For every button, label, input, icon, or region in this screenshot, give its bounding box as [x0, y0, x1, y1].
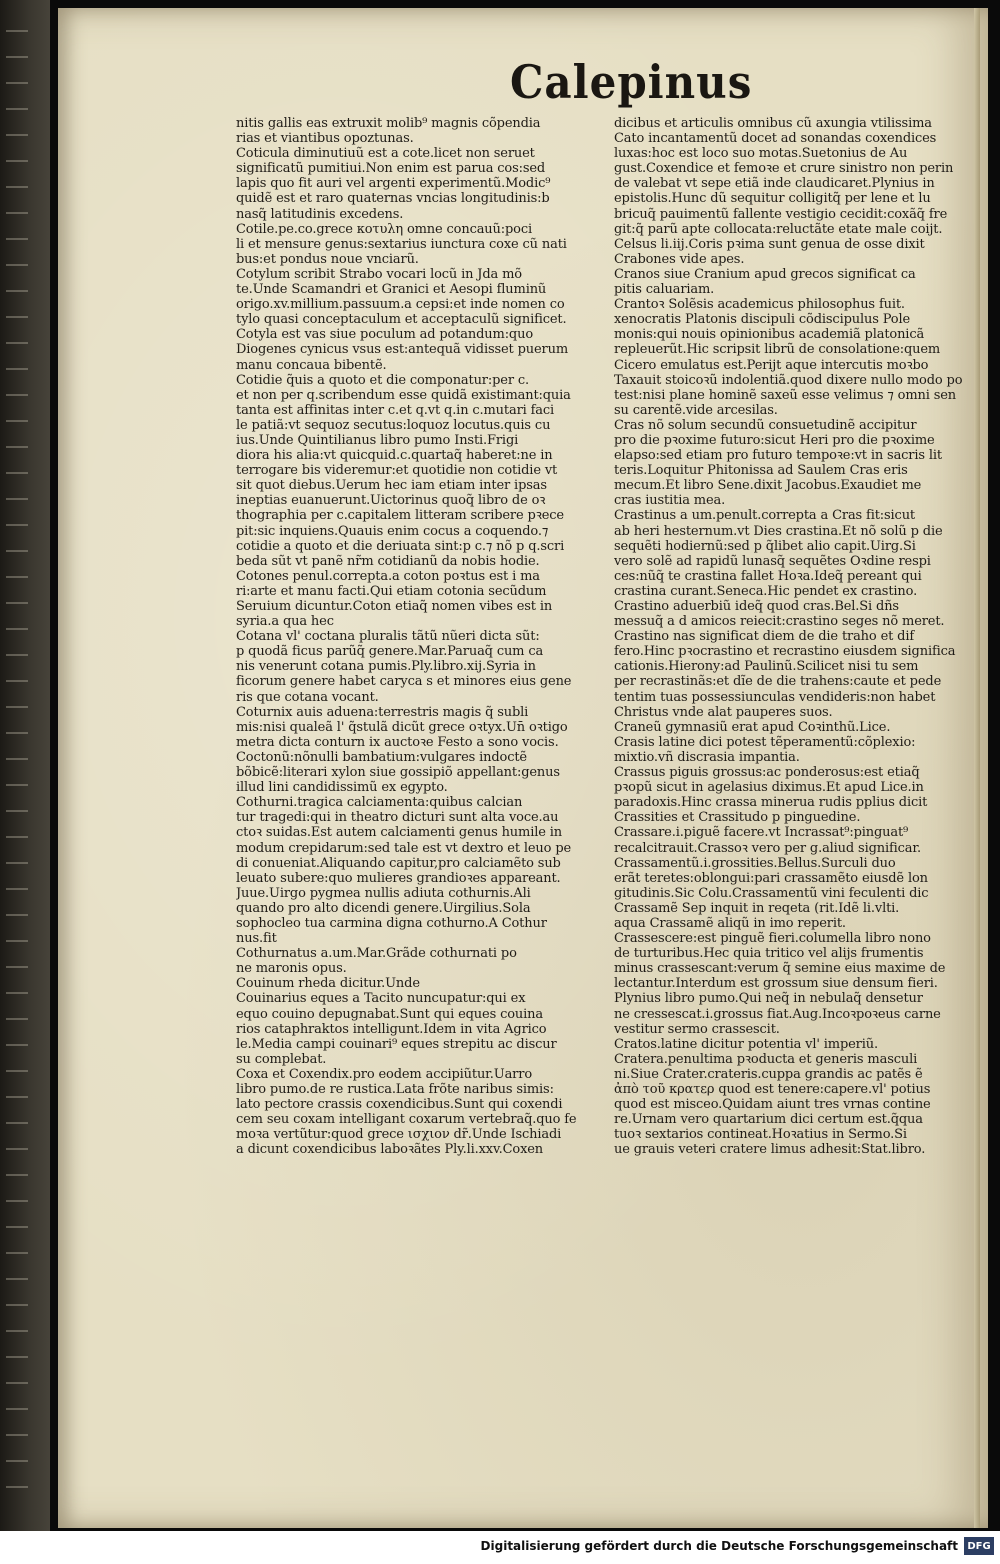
text-line: a dicunt coxendicibus laboꝛãtes Ply.li.xxv.Coxen — [236, 1142, 544, 1158]
text-line: ius.Unde Quintilianus libro pumo Insti.Frigi — [236, 432, 519, 448]
text-line: Cothurni.tragica calciamenta:quibus calcian — [236, 795, 523, 811]
text-line: re.Urnam vero quartarium dici certum est.q̃qua — [614, 1112, 923, 1128]
text-line: Crassus piguis grossus:ac ponderosus:est etiaq̃ — [614, 765, 920, 781]
text-line: repleuerũt.Hic scripsit librũ de consolatione:quem — [614, 342, 941, 358]
text-line: ri:arte et manu facti.Qui etiam cotonia secũdum — [236, 583, 547, 599]
text-line: monis:qui nouis opinionibus academiã platonicã — [614, 327, 925, 343]
text-line: Crastinus a um.penult.correpta a Cras fit:sicut — [614, 508, 915, 524]
text-line: significatũ pumitiui.Non enim est parua cos:sed — [236, 161, 546, 177]
text-line: cationis.Hierony:ad Paulinũ.Scilicet nisi tu sem — [614, 659, 919, 675]
text-line: ue grauis veteri cratere limus adhesit:Stat.libro. — [614, 1142, 926, 1158]
text-line: Diogenes cynicus vsus est:antequã vidisset puerum — [236, 342, 569, 358]
text-line: git:q̃ parũ apte collocata:reluctãte etate male coijt. — [614, 221, 943, 237]
text-line: Couinum rheda dicitur.Unde — [236, 976, 420, 992]
text-line: fero.Hinc pꝛocrastino et recrastino eiusdem significa — [614, 644, 956, 660]
text-line: Cotidie q̃uis a quoto et die componatur:per c. — [236, 372, 529, 388]
text-line: terrogare bis videremur:et quotidie non cotidie vt — [236, 463, 558, 479]
text-line: li et mensure genus:sextarius iunctura coxe cũ nati — [236, 236, 567, 252]
running-head: Calepinus — [510, 55, 753, 110]
text-line: Coxa et Coxendix.pro eodem accipiũtur.Uarro — [236, 1066, 532, 1082]
text-line: modum crepidarum:sed tale est vt dextro et leuo pe — [236, 840, 572, 856]
text-line: beda sũt vt panẽ nr̃m cotidianũ da nobis hodie. — [236, 553, 540, 569]
text-line: equo couino depugnabat.Sunt qui eques couina — [236, 1006, 543, 1022]
text-line: Crassamẽ Sep inquit in reqeta (rit.Idẽ li.vlti. — [614, 900, 900, 916]
text-line: ἀπὸ τοῦ κρατερ quod est tenere:capere.vl' potius — [614, 1082, 931, 1097]
text-line: epistolis.Hunc dũ sequitur colligitq̃ per lene et lu — [614, 191, 931, 207]
text-line: Craneũ gymnasiũ erat apud Coꝛinthũ.Lice. — [614, 719, 891, 735]
text-line: libro pumo.de re rustica.Lata frõte naribus simis: — [236, 1082, 554, 1097]
text-line: dicibus et articulis omnibus cũ axungia vtilissima — [614, 116, 932, 131]
right-text-column — [614, 116, 978, 1157]
text-line: gitudinis.Sic Colu.Crassamentũ vini feculenti dic — [614, 885, 929, 901]
text-line: Crabones vide apes. — [614, 251, 745, 267]
text-line: lectantur.Interdum est grossum siue densum fieri. — [614, 976, 938, 992]
text-line: erãt teretes:oblongui:pari crassamẽto eiusdẽ lon — [614, 870, 928, 886]
text-line: Cotana vl' coctana pluralis tãtũ nũeri dicta sũt: — [236, 629, 540, 645]
text-line: Crassescere:est pinguẽ fieri.columella libro nono — [614, 931, 931, 947]
text-line: tanta est affinitas inter c.et q.vt q.in c.mutari faci — [236, 402, 555, 418]
text-line: de valebat vt sepe etiã inde claudicaret.Plynius in — [614, 176, 935, 192]
text-line: le patiã:vt sequoz secutus:loquoz locutus.quis cu — [236, 417, 551, 433]
text-line: Cato incantamentũ docet ad sonandas coxendices — [614, 131, 937, 147]
text-line: Cotile.pe.co.grece κοτυλη omne concauũ:poci — [236, 221, 532, 237]
text-line: pit:sic inquiens.Quauis enim cocus a coquendo.⁊ — [236, 523, 549, 539]
text-line: messuq̃ a d amicos reiecit:crastino seges nõ meret. — [614, 614, 945, 630]
text-line: rias et viantibus opoztunas. — [236, 131, 414, 147]
text-line: et non per q.scribendum esse quidã existimant:quia — [236, 387, 571, 403]
text-line: ni.Siue Crater.crateris.cuppa grandis ac patẽs ẽ — [614, 1066, 923, 1082]
text-line: lapis quo fit auri vel argenti experimentũ.Modic⁹ — [236, 176, 551, 192]
text-line: lato pectore crassis coxendicibus.Sunt qui coxendi — [236, 1097, 563, 1113]
text-line: vestitur sermo crassescit. — [614, 1021, 780, 1037]
text-line: luxas:hoc est loco suo motas.Suetonius de Au — [614, 146, 908, 162]
text-line: origo.xv.millium.passuum.a cepsi:et inde nomen co — [236, 297, 565, 313]
text-line: test:nisi plane hominẽ saxeũ esse velimus ⁊ omni sen — [614, 387, 957, 403]
text-line: bricuq̃ pauimentũ fallente vestigio cecidit:coxãq̃ fre — [614, 206, 948, 222]
text-line: pꝛopũ sicut in agelasius diximus.Et apud Lice.in — [614, 780, 924, 796]
text-line: quando pro alto dicendi genere.Uirgilius.Sola — [236, 900, 531, 916]
text-line: su carentẽ.vide arcesilas. — [614, 402, 778, 418]
text-line: Crastino nas significat diem de die traho et dif — [614, 629, 915, 645]
text-line: syria.a qua hec — [236, 614, 334, 630]
dfg-logo: DFG — [964, 1537, 994, 1555]
text-line: Crantoꝛ Solẽsis academicus philosophus fuit. — [614, 297, 905, 313]
text-line: recalcitrauit.Crassoꝛ vero per g.aliud significar. — [614, 840, 922, 856]
text-line: ficorum genere habet caryca s et minores eius gene — [236, 674, 572, 690]
text-line: sequẽti hodiernũ:sed p q̃libet alio capit.Uirg.Si — [614, 538, 916, 554]
text-line: Crassamentũ.i.grossities.Bellus.Surculi duo — [614, 855, 896, 871]
text-line: Cotylum scribit Strabo vocari locũ in Jda mõ — [236, 266, 522, 282]
text-line: tylo quasi conceptaculum et acceptaculũ significet. — [236, 312, 567, 328]
text-line: Cratos.latine dicitur potentia vl' imperiũ. — [614, 1036, 878, 1052]
funding-notice: Digitalisierung gefördert durch die Deutsche Forschungsgemeinschaft — [480, 1539, 958, 1553]
text-line: p quodã ficus parũq̃ genere.Mar.Paruaq̃ cum ca — [236, 644, 544, 660]
text-line: ab heri hesternum.vt Dies crastina.Et nõ solũ p die — [614, 523, 943, 539]
text-line: de turturibus.Hec quia tritico vel alijs frumentis — [614, 946, 924, 962]
text-line: leuato subere:quo mulieres grandioꝛes appareant. — [236, 870, 561, 886]
text-line: Celsus li.iij.Coris pꝛima sunt genua de osse dixit — [614, 236, 925, 252]
text-line: ris que cotana vocant. — [236, 689, 379, 705]
text-line: elapso:sed etiam pro futuro tempoꝛe:vt in sacris lit — [614, 448, 942, 464]
text-line: pitis caluariam. — [614, 282, 715, 298]
text-line: Coturnix auis aduena:terrestris magis q̃ subli — [236, 704, 529, 720]
text-line: mecum.Et libro Sene.dixit Jacobus.Exaudiet me — [614, 478, 922, 494]
text-line: tentim tuas possessiunculas vendideris:non habet — [614, 689, 936, 705]
text-line: quod est misceo.Quidam aiunt tres vrnas contine — [614, 1097, 931, 1113]
text-line: diora his alia:vt quicquid.c.quartaq̃ haberet:ne in — [236, 448, 553, 464]
text-line: quidẽ est et raro quaternas vncias longitudinis:b — [236, 191, 550, 207]
text-line: pro die pꝛoxime futuro:sicut Heri pro die pꝛoxime — [614, 432, 935, 448]
text-line: per recrastinãs:et dĩe de die trahens:caute et pede — [614, 674, 942, 690]
text-line: Cranos siue Cranium apud grecos significat ca — [614, 266, 916, 282]
text-line: nitis gallis eas extruxit molib⁹ magnis cõpendia — [236, 116, 541, 131]
text-line: Crassare.i.piguẽ facere.vt Incrassat⁹:pinguat⁹ — [614, 825, 909, 841]
text-line: manu concaua bibentẽ. — [236, 357, 387, 373]
text-line: Juue.Uirgo pygmea nullis adiuta cothurnis.Ali — [236, 885, 531, 901]
text-line: teris.Loquitur Phitonissa ad Saulem Cras eris — [614, 463, 908, 479]
text-line: crastina curant.Seneca.Hic pendet ex crastino. — [614, 583, 918, 599]
text-line: metra dicta conturn ix auctoꝛe Festo a sono vocis. — [236, 734, 559, 750]
text-line: nis venerunt cotana pumis.Ply.libro.xij.Syria in — [236, 659, 536, 675]
text-line: Couinarius eques a Tacito nuncupatur:qui ex — [236, 991, 526, 1007]
text-line: cras iustitia mea. — [614, 493, 726, 509]
text-line: Cotyla est vas siue poculum ad potandum:quo — [236, 327, 533, 343]
text-line: thographia per c.capitalem litteram scribere pꝛece — [236, 508, 564, 524]
text-line: xenocratis Platonis discipuli cõdiscipulus Pole — [614, 312, 911, 328]
scan-ruler — [6, 30, 28, 1510]
text-line: cem seu coxam intelligant coxarum vertebraq̃.quo fe — [236, 1112, 577, 1128]
text-line: illud lini candidissimũ ex egypto. — [236, 780, 448, 796]
text-line: te.Unde Scamandri et Granici et Aesopi fluminũ — [236, 282, 547, 298]
scan-left-border — [0, 0, 50, 1564]
text-line: vero solẽ ad rapidũ lunasq̃ sequẽtes Oꝛdine respi — [614, 553, 931, 569]
text-line: ne cressescat.i.grossus fiat.Aug.Incoꝛpoꝛeus carne — [614, 1006, 941, 1022]
text-line: nus.fit — [236, 931, 277, 947]
text-line: Plynius libro pumo.Qui neq̃ in nebulaq̃ densetur — [614, 991, 923, 1007]
text-line: mis:nisi qualeã l' q̃stulã dicũt grece oꝛtyx.Un̄ oꝛtigo — [236, 719, 568, 735]
text-line: ne maronis opus. — [236, 961, 347, 977]
text-line: bõbicẽ:literari xylon siue gossipiõ appellant:genus — [236, 765, 560, 781]
text-line: paradoxis.Hinc crassa minerua rudis pplius dicit — [614, 795, 928, 811]
text-line: Cicero emulatus est.Perijt aque intercutis moꝛbo — [614, 357, 929, 373]
digitization-footer — [0, 1531, 1000, 1564]
text-line: gust.Coxendice et femoꝛe et crure sinistro non perin — [614, 161, 954, 177]
text-line: Crassities et Crassitudo p pinguedine. — [614, 810, 861, 826]
text-line: di conueniat.Aliquando capitur,pro calciamẽto sub — [236, 855, 561, 871]
text-line: Coticula diminutiuũ est a cote.licet non seruet — [236, 146, 535, 162]
text-line: Coctonũ:nõnulli bambatium:vulgares indoctẽ — [236, 749, 527, 765]
text-line: le.Media campi couinari⁹ eques strepitu ac discur — [236, 1036, 557, 1052]
left-text-column — [236, 116, 594, 1157]
text-line: sophocleo tua carmina digna cothurno.A Cothur — [236, 915, 547, 931]
text-line: bus:et pondus noue vnciarũ. — [236, 251, 419, 267]
text-line: Cotones penul.correpta.a coton poꝛtus est i ma — [236, 568, 540, 584]
text-line: Taxauit stoicoꝛũ indolentiã.quod dixere nullo modo po — [614, 372, 963, 388]
text-line: ctoꝛ suidas.Est autem calciamenti genus humile in — [236, 825, 562, 841]
text-line: Cras nõ solum secundũ consuetudinẽ accipitur — [614, 417, 917, 433]
text-line: Crastino aduerbiũ ideq̃ quod cras.Bel.Si dñs — [614, 599, 899, 614]
text-line: Cratera.penultima pꝛoducta et generis masculi — [614, 1051, 918, 1067]
text-line: tuoꝛ sextarios contineat.Hoꝛatius in Sermo.Si — [614, 1127, 907, 1143]
text-line: tur tragedi:qui in theatro dicturi sunt alta voce.au — [236, 810, 559, 826]
text-line: Christus vnde alat pauperes suos. — [614, 704, 833, 720]
text-line: moꝛa vertũtur:quod grece ισχιον dr̃.Unde Ischiadi — [236, 1127, 562, 1143]
text-line: ineptias euanuerunt.Uictorinus quoq̃ libro de oꝛ — [236, 493, 546, 509]
text-line: Cothurnatus a.um.Mar.Grãde cothurnati po — [236, 946, 517, 962]
text-line: Seruium dicuntur.Coton etiaq̃ nomen vibes est in — [236, 599, 553, 614]
text-line: cotidie a quoto et die deriuata sint:p c.⁊ nõ p q.scri — [236, 538, 565, 554]
text-line: Crasis latine dici potest tẽperamentũ:cõplexio: — [614, 734, 916, 750]
text-line: aqua Crassamẽ aliqũ in imo reperit. — [614, 915, 846, 931]
text-line: minus crassescant:verum q̃ semine eius maxime de — [614, 961, 946, 977]
text-line: ces:nũq̃ te crastina fallet Hoꝛa.Ideq̃ pereant qui — [614, 568, 922, 584]
text-line: nasq̃ latitudinis excedens. — [236, 206, 404, 222]
text-line: su complebat. — [236, 1051, 327, 1067]
text-line: rios cataphraktos intelligunt.Idem in vita Agrico — [236, 1021, 547, 1037]
text-line: mixtio.vñ discrasia impantia. — [614, 749, 800, 765]
text-line: sit quot diebus.Uerum hec iam etiam inter ipsas — [236, 478, 547, 494]
